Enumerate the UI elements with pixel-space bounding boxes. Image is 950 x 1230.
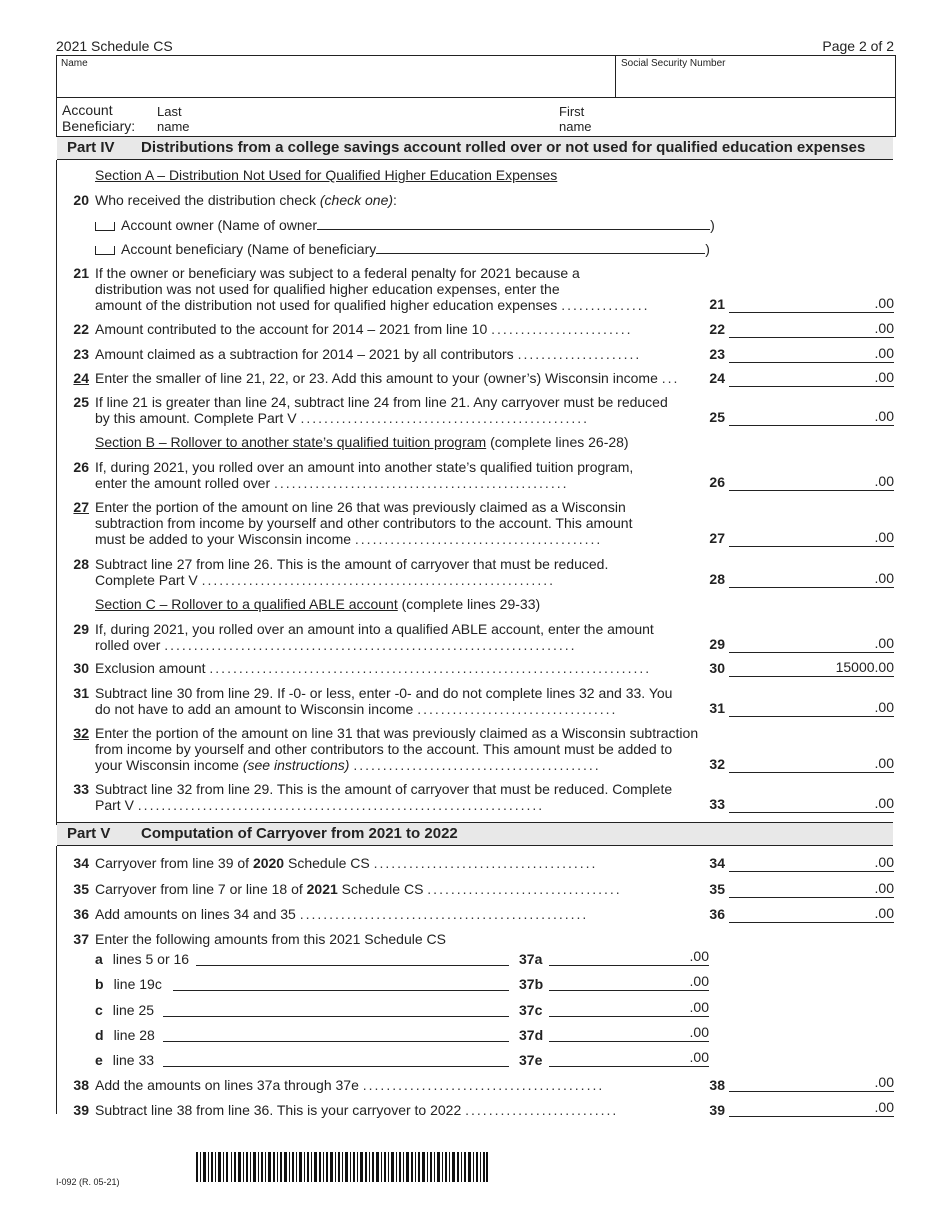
section-c-note: (complete lines 29-33) (397, 596, 541, 612)
line-29-number: 29 (73, 621, 89, 637)
line-28-text: Subtract line 27 from line 26. This is the amount of carryover that must be reduced. Complete Part V ............................................................ (95, 556, 609, 588)
ssn-field[interactable] (618, 56, 890, 94)
line-24-number: 24 (73, 370, 89, 386)
line-32-number: 32 (73, 725, 89, 741)
line-37c-fill (163, 1002, 509, 1017)
first-name-label (559, 104, 592, 134)
part-v-label: Part V (67, 825, 111, 842)
line-37c-ref: 37c (519, 1002, 543, 1018)
owner-label: Account owner (Name of owner (121, 217, 318, 233)
line-31-text: Subtract line 30 from line 29. If -0- or less, enter -0- and do not complete lines 32 and 33. You do not have to add an amount to Wisconsin income .................................. (95, 685, 673, 717)
line-32-text: Enter the portion of the amount on line 31 that was previously claimed as a Wisconsin subtraction from income by yourself and other contributors to the account. This amount must be added to your Wisconsin income (see instructions) .......................................... (95, 725, 699, 773)
line-37b-label: b line 19c (95, 976, 162, 992)
close-paren: ) (710, 217, 715, 233)
line-35-text: Carryover from line 7 or line 18 of 2021 Schedule CS ................................. (95, 881, 622, 897)
line-37a-amount[interactable]: .00 (549, 947, 709, 966)
line-37d-label: d line 28 (95, 1027, 155, 1043)
part-iv-header (57, 136, 893, 160)
owner-name-field[interactable] (317, 217, 710, 230)
line-22-number: 22 (73, 321, 89, 337)
line-34-ref: 34 (709, 855, 725, 871)
line-30-ref: 30 (709, 660, 725, 676)
line-37a-label: a lines 5 or 16 (95, 951, 190, 967)
section-b-note: (complete lines 26-28) (486, 434, 629, 450)
line-36-number: 36 (73, 906, 89, 922)
line-36-amount[interactable]: .00 (729, 904, 894, 923)
line-37e-label: e line 33 (95, 1052, 155, 1068)
first-label-2: name (559, 119, 592, 134)
line-29-ref: 29 (709, 636, 725, 652)
last-label-1: Last (157, 104, 182, 119)
line-33-amount[interactable]: .00 (729, 794, 894, 813)
first-label-1: First (559, 104, 585, 119)
line-38-text: Add the amounts on lines 37a through 37e ......................................... (95, 1077, 605, 1093)
beneficiary-last-name-field[interactable] (150, 100, 550, 134)
line-21-amount[interactable]: .00 (729, 294, 894, 313)
close-paren: ) (705, 241, 710, 257)
part-iv-title: Distributions from a college savings account rolled over or not used for qualified education expenses (141, 139, 866, 156)
name-label: Name (61, 58, 88, 69)
line-32-ref: 32 (709, 756, 725, 772)
line-39-text: Subtract line 38 from line 36. This is your carryover to 2022 .......................... (95, 1102, 619, 1118)
name-field[interactable] (60, 56, 610, 94)
line-31-ref: 31 (709, 700, 725, 716)
line-22-text: Amount contributed to the account for 2014 – 2021 from line 10 ........................ (95, 321, 633, 337)
line-25-ref: 25 (709, 409, 725, 425)
line-37-text: Enter the following amounts from this 2021 Schedule CS (95, 931, 446, 947)
line-27-text: Enter the portion of the amount on line 26 that was previously claimed as a Wisconsin subtraction from income by yourself and other contributors to the account. This amount must be added to your Wisconsin income .......................................... (95, 499, 633, 547)
line-21-text: If the owner or beneficiary was subject to a federal penalty for 2021 because a distribution was not used for qualified higher education expenses, enter the amount of the distribution not used for qualified higher education expenses ............... (95, 265, 650, 313)
divider (615, 56, 616, 97)
line-39-ref: 39 (709, 1102, 725, 1118)
line-22-ref: 22 (709, 321, 725, 337)
line-38-number: 38 (73, 1077, 89, 1093)
line-26-amount[interactable]: .00 (729, 472, 894, 491)
line-29-text: If, during 2021, you rolled over an amount into a qualified ABLE account, enter the amount rolled over ...................................................................... (95, 621, 654, 653)
section-b-content (95, 434, 629, 450)
beneficiary-label: Account beneficiary (Name of beneficiary (121, 241, 377, 257)
line-37a-fill (196, 951, 509, 966)
last-label-2: name (157, 119, 190, 134)
line-24-text: Enter the smaller of line 21, 22, or 23. Add this amount to your (owner’s) Wisconsin income ... (95, 370, 680, 386)
line-36-text: Add amounts on lines 34 and 35 ................................................. (95, 906, 589, 922)
line-24-ref: 24 (709, 370, 725, 386)
beneficiary-checkbox[interactable] (95, 246, 115, 255)
line-27-number: 27 (73, 499, 89, 515)
line-23-number: 23 (73, 346, 89, 362)
account-beneficiary-label (62, 102, 135, 134)
line-39-number: 39 (73, 1102, 89, 1118)
line-26-ref: 26 (709, 474, 725, 490)
owner-row-content (95, 217, 715, 233)
line-27-ref: 27 (709, 530, 725, 546)
line-38-ref: 38 (709, 1077, 725, 1093)
line-39-amount[interactable]: .00 (729, 1098, 894, 1117)
line-21-number: 21 (73, 265, 89, 281)
barcode (196, 1152, 488, 1182)
line-33-ref: 33 (709, 796, 725, 812)
form-id: I-092 (R. 05-21) (56, 1177, 120, 1187)
line-25-amount[interactable]: .00 (729, 407, 894, 426)
ssn-label: Social Security Number (621, 58, 726, 69)
line-33-number: 33 (73, 781, 89, 797)
line-34-number: 34 (73, 855, 89, 871)
line-37c-label: c line 25 (95, 1002, 155, 1018)
account-label-line1: Account (62, 102, 113, 118)
part-v-title: Computation of Carryover from 2021 to 2022 (141, 825, 458, 842)
section-c-content (95, 596, 540, 612)
line-37-number: 37 (73, 931, 89, 947)
line-37b-amount[interactable]: .00 (549, 972, 709, 991)
line-20-number: 20 (73, 192, 89, 208)
line-34-text: Carryover from line 39 of 2020 Schedule CS ...................................... (95, 855, 598, 871)
line-31-amount[interactable]: .00 (729, 698, 894, 717)
beneficiary-first-name-field[interactable] (600, 100, 890, 134)
line-28-amount[interactable]: .00 (729, 569, 894, 588)
line-33-text: Subtract line 32 from line 29. This is the amount of carryover that must be reduced. Complete Part V ..................................................................... (95, 781, 673, 813)
beneficiary-row-content (95, 241, 710, 257)
line-37d-fill (163, 1027, 509, 1042)
line-30-number: 30 (73, 660, 89, 676)
line-35-amount[interactable]: .00 (729, 879, 894, 898)
line-34-amount[interactable]: .00 (729, 853, 894, 872)
beneficiary-name-field[interactable] (376, 241, 705, 254)
line-36-ref: 36 (709, 906, 725, 922)
line-37c-amount[interactable]: .00 (549, 998, 709, 1017)
account-label-line2: Beneficiary: (62, 118, 136, 134)
line-21-ref: 21 (709, 296, 725, 312)
section-c-title: Section C – Rollover to a qualified ABLE account (95, 596, 398, 612)
line-37b-fill (173, 976, 509, 991)
line-23-text: Amount claimed as a subtraction for 2014 – 2021 by all contributors ..................... (95, 346, 642, 362)
line-38-amount[interactable]: .00 (729, 1073, 894, 1092)
part-v-header (57, 822, 893, 846)
line-30-amount[interactable]: 15000.00 (729, 658, 894, 677)
line-28-ref: 28 (709, 571, 725, 587)
line-24-amount[interactable]: .00 (729, 368, 894, 387)
line-35-number: 35 (73, 881, 89, 897)
line-22-amount[interactable]: .00 (729, 319, 894, 338)
line-20-text: Who received the distribution check (check one): (95, 192, 397, 208)
line-25-number: 25 (73, 394, 89, 410)
line-27-amount[interactable]: .00 (729, 528, 894, 547)
line-25-text: If line 21 is greater than line 24, subtract line 24 from line 21. Any carryover must be reduced by this amount. Complete Part V ................................................. (95, 394, 668, 426)
line-28-number: 28 (73, 556, 89, 572)
line-37e-amount[interactable]: .00 (549, 1048, 709, 1067)
line-31-number: 31 (73, 685, 89, 701)
line-37e-ref: 37e (519, 1052, 543, 1068)
line-32-amount[interactable]: .00 (729, 754, 894, 773)
owner-checkbox[interactable] (95, 222, 115, 231)
line-35-ref: 35 (709, 881, 725, 897)
line-37e-fill (163, 1052, 509, 1067)
line-26-text: If, during 2021, you rolled over an amount into another state’s qualified tuition program, enter the amount rolled over .................................................. (95, 459, 634, 491)
line-37b-ref: 37b (519, 976, 544, 992)
part-iv-label: Part IV (67, 139, 115, 156)
line-29-amount[interactable]: .00 (729, 634, 894, 653)
line-26-number: 26 (73, 459, 89, 475)
line-37d-ref: 37d (519, 1027, 544, 1043)
line-30-text: Exclusion amount ........................................................................... (95, 660, 652, 676)
line-23-ref: 23 (709, 346, 725, 362)
section-a-title: Section A – Distribution Not Used for Qualified Higher Education Expenses (95, 167, 558, 183)
line-23-amount[interactable]: .00 (729, 344, 894, 363)
line-37a-ref: 37a (519, 951, 543, 967)
page-number: Page 2 of 2 (822, 38, 894, 54)
form-header-title: 2021 Schedule CS (56, 38, 173, 54)
section-b-title: Section B – Rollover to another state’s qualified tuition program (95, 434, 487, 450)
line-37d-amount[interactable]: .00 (549, 1023, 709, 1042)
